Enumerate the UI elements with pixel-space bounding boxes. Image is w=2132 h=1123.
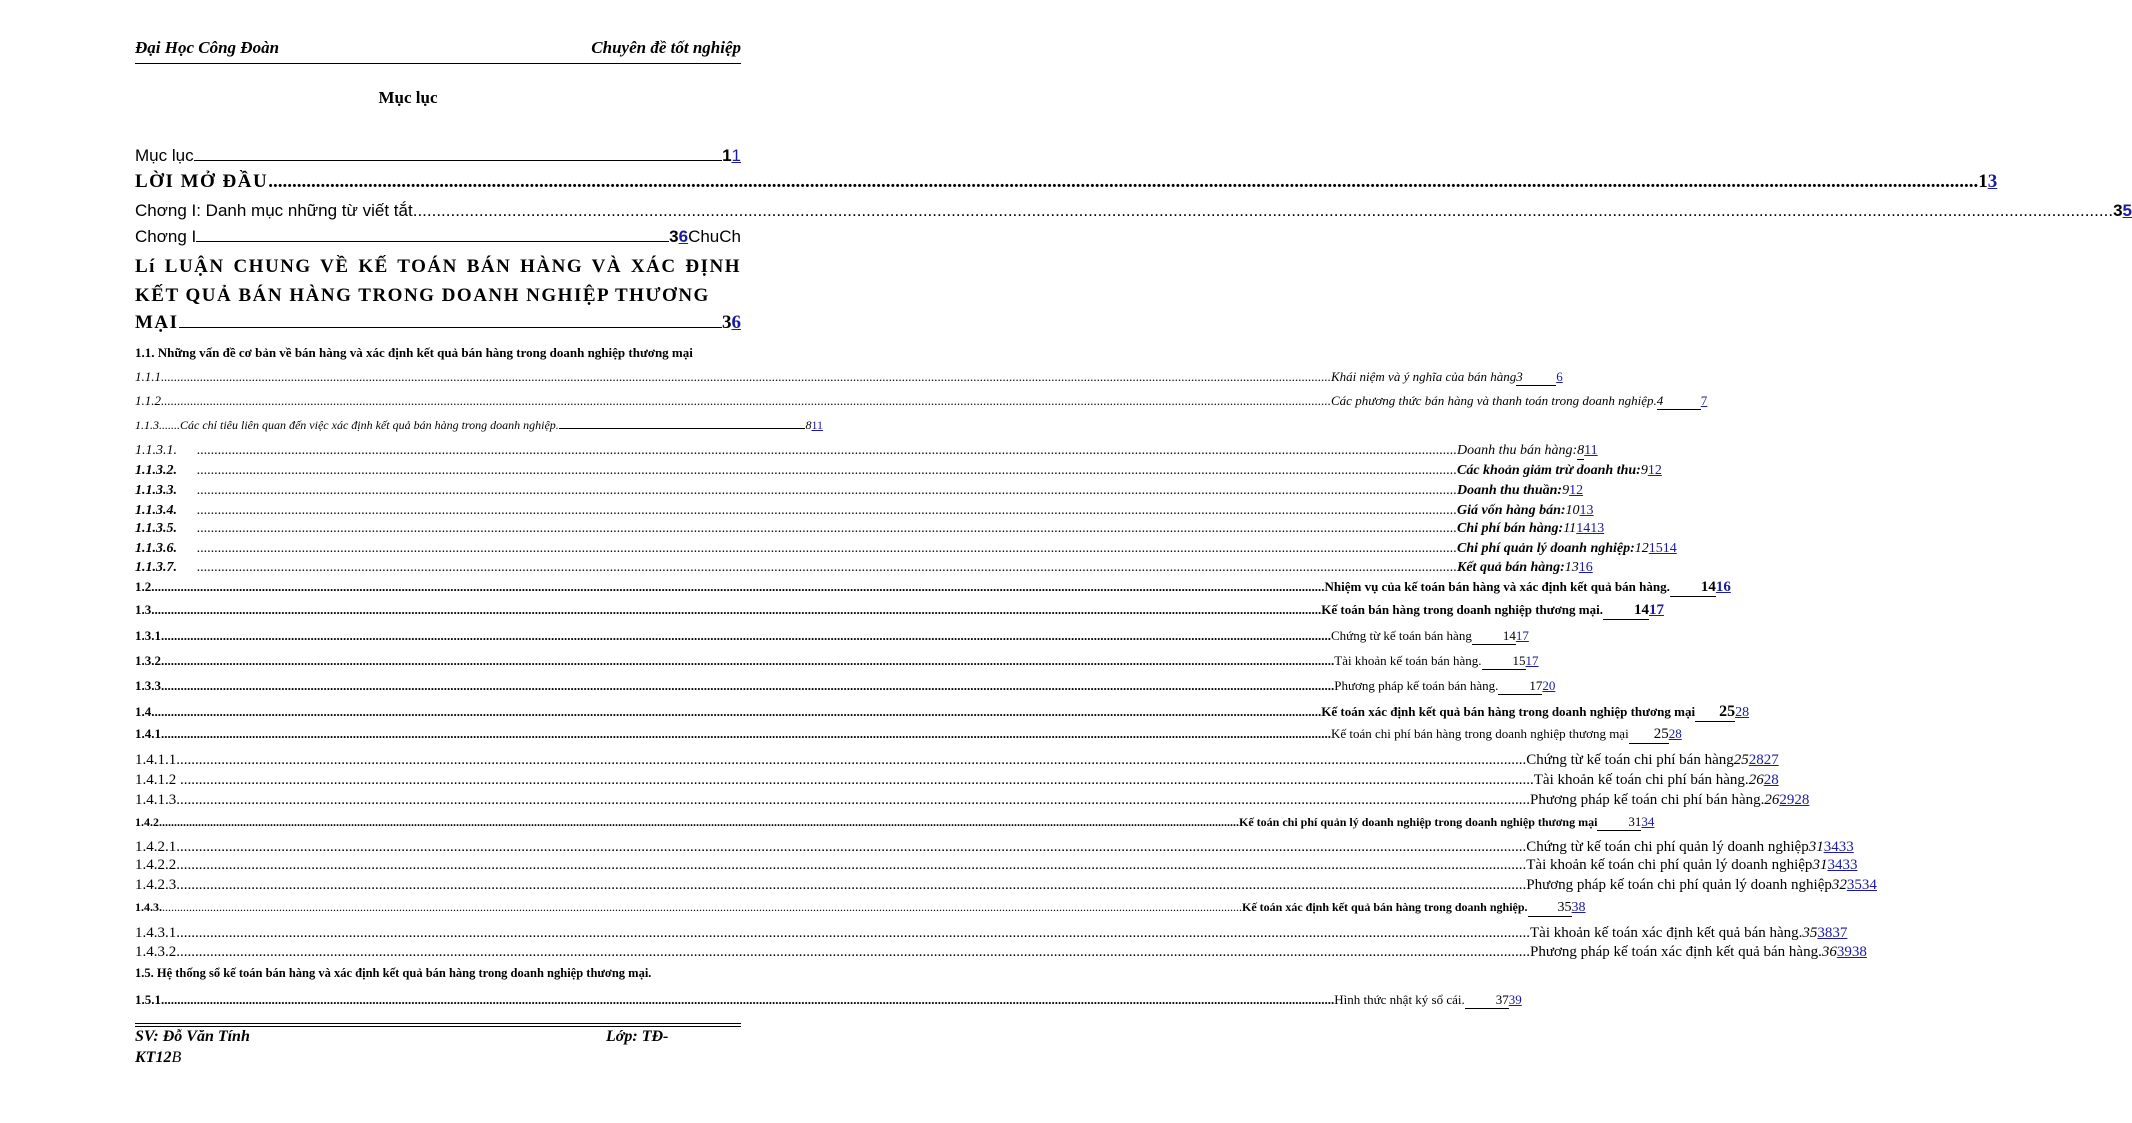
toc-leader — [151, 704, 1321, 720]
header-rule — [135, 63, 741, 64]
toc-page: 12 — [1634, 541, 1649, 556]
toc-leader — [197, 463, 1457, 479]
toc-page-link[interactable]: 3433 — [1823, 839, 1854, 855]
toc-page: 14 — [1603, 602, 1649, 620]
toc-row-1-1-3-1[interactable] — [135, 443, 1598, 460]
toc-leader — [176, 877, 1526, 894]
toc-row-1-4-3-1[interactable] — [135, 925, 1848, 942]
toc-entry-label: Mục lục — [135, 146, 194, 165]
toc-page-link[interactable]: 17 — [1515, 628, 1529, 643]
toc-row-1-1-1[interactable] — [135, 369, 1563, 386]
toc-page-link[interactable]: 1514 — [1648, 541, 1677, 556]
toc-page-link[interactable]: 2928 — [1779, 792, 1810, 808]
toc-entry-label: Chi phí bán hàng: — [1457, 521, 1564, 536]
toc-leader — [196, 241, 669, 242]
footer-rule — [135, 1023, 741, 1024]
toc-page: 37 — [1465, 992, 1509, 1009]
toc-entry-number: 1.4.2.2 — [135, 857, 177, 873]
toc-entry-number: 1.1.3.7. — [135, 560, 177, 575]
toc-entry-number: 1.4.2.1 — [135, 839, 177, 855]
toc-page: 31 — [1808, 839, 1824, 855]
toc-row-1-1-3-4[interactable] — [135, 503, 1594, 519]
toc-page: 35 — [1528, 900, 1572, 917]
header-report-type: Chuyên đề tốt nghiệp — [591, 38, 741, 57]
toc-row-muc-luc[interactable] — [135, 146, 741, 166]
toc-row-1-1-3-7[interactable] — [135, 560, 1593, 576]
toc-page: 8 — [805, 418, 812, 432]
toc-entry-label: LỜI MỞ ĐẦU — [135, 171, 269, 192]
toc-entry-number: 1.4.2.3 — [135, 877, 177, 893]
toc-row-1-4-3[interactable] — [135, 900, 1586, 917]
toc-row-1-1-3-2[interactable] — [135, 463, 1662, 479]
toc-entry-number: 1.4.1.2 . — [135, 772, 184, 788]
toc-page-link[interactable]: 6 — [731, 312, 741, 333]
toc-page: 14 — [1472, 628, 1516, 645]
toc-page-link[interactable]: 1413 — [1576, 521, 1605, 536]
toc-row-1-1[interactable] — [135, 345, 816, 361]
toc-tail-text: ChuCh — [688, 227, 741, 246]
toc-leader — [164, 992, 1334, 1008]
toc-row-1-5-1[interactable] — [135, 992, 1522, 1009]
toc-entry-label: Các khoản giảm trừ doanh thu: — [1457, 463, 1641, 478]
toc-page: 25 — [1695, 703, 1735, 722]
toc-leader — [164, 653, 1334, 669]
toc-entry-number: 1.1.1 — [135, 369, 161, 384]
toc-page: 31 — [1812, 857, 1828, 873]
footer-class-label: Lớp: TĐ- — [606, 1028, 669, 1045]
toc-page-link[interactable]: 17 — [1525, 653, 1539, 668]
toc-leader — [176, 752, 1526, 769]
footer-class — [135, 1049, 181, 1067]
toc-page-rule — [1516, 369, 1556, 386]
toc-page-link[interactable]: 12 — [1569, 483, 1584, 498]
toc-page-link[interactable]: 17 — [1648, 602, 1664, 618]
toc-entry-label: Doanh thu thuần: — [1457, 483, 1563, 498]
toc-entry-number: 1.4.1.1 — [135, 752, 177, 768]
toc-page: 14 — [1670, 579, 1716, 597]
toc-leader — [197, 541, 1457, 557]
toc-entry-number: 1.4.3.1. — [135, 925, 180, 941]
toc-leader — [151, 602, 1321, 618]
toc-page: 25 — [1629, 726, 1669, 744]
toc-page-link[interactable]: 28 — [1763, 772, 1779, 788]
toc-leader — [161, 393, 1331, 409]
toc-row-1-3-1[interactable] — [135, 628, 1529, 645]
toc-entry-number: 1.5.1. — [135, 992, 165, 1007]
toc-entry-number: 1.4.3. — [135, 900, 162, 914]
header-university: Đại Học Công Đoàn — [135, 38, 280, 57]
toc-row-1-4-2[interactable] — [135, 814, 1655, 831]
toc-row-chuong-1b[interactable] — [135, 227, 741, 247]
toc-leader — [161, 369, 1331, 385]
toc-page-rule — [1657, 393, 1701, 410]
toc-entry-number: 1.3.2. — [135, 653, 165, 668]
toc-page: 10 — [1565, 503, 1580, 518]
toc-page: 9 — [1562, 483, 1570, 498]
toc-leader — [268, 171, 1978, 193]
page-header — [135, 38, 741, 64]
toc-page-link[interactable]: 2827 — [1748, 752, 1779, 768]
toc-leader — [161, 628, 1331, 644]
toc-entry-label: Phương pháp kế toán chi phí quản lý doanh nghiệp — [1526, 877, 1832, 893]
toc-entry-label: Tài khoản kế toán xác định kết quả bán hàng. — [1530, 925, 1803, 941]
toc-entry-label: Chơng I — [135, 227, 197, 246]
toc-entry-number: 1.3.1 — [135, 628, 161, 643]
toc-entry-number: 1.1.3.4. — [135, 503, 177, 518]
toc-page-link[interactable]: 16 — [1715, 579, 1731, 595]
toc-entry-label: Chứng từ kế toán chi phí quản lý doanh nghiệp — [1526, 839, 1809, 855]
toc-row-loi-mo-dau[interactable] — [135, 171, 1998, 193]
toc-page: 9 — [1640, 463, 1648, 478]
toc-page: 4 — [1656, 393, 1664, 408]
toc-leader — [197, 521, 1457, 537]
footer-class-code: KT12 — [135, 1049, 172, 1066]
toc-page: 8 — [1577, 443, 1585, 458]
toc-page-link[interactable]: 13 — [1579, 503, 1594, 518]
toc-page: 31 — [1597, 814, 1641, 831]
toc-page-link[interactable]: 3 — [1987, 171, 1998, 192]
toc-leader — [559, 428, 806, 429]
toc-row-1-2[interactable] — [135, 579, 1731, 597]
toc-leader — [176, 857, 1526, 874]
toc-row-1-4-3-2[interactable] — [135, 944, 1867, 961]
toc-entry-number: 1.1.3.1. — [135, 443, 177, 458]
toc-page-link[interactable]: 6 — [678, 227, 689, 246]
toc-leader — [197, 503, 1457, 519]
toc-leader — [197, 443, 1457, 459]
toc-entry-label: Chứng từ kế toán bán hàng — [1331, 628, 1472, 643]
toc-page-link[interactable]: 3433 — [1827, 857, 1858, 873]
toc-page-link[interactable]: 6 — [1556, 369, 1563, 384]
toc-row-chapter-end[interactable] — [135, 312, 741, 334]
toc-entry-label: Kế toán xác định kết quả bán hàng trong doanh nghiệp thương mại — [1321, 704, 1696, 719]
toc-row-1-3[interactable] — [135, 602, 1664, 620]
toc-leader — [179, 327, 722, 328]
toc-entry-number: 1.1.3.3. — [135, 483, 177, 498]
toc-leader — [176, 839, 1526, 856]
toc-entry-label: Kế toán bán hàng trong doanh nghiệp thương mại. — [1321, 602, 1603, 617]
footer-student: SV: Đỗ Văn Tính — [135, 1028, 250, 1045]
toc-page: 3 — [722, 312, 732, 333]
toc-entry-label: Phương pháp kế toán bán hàng. — [1334, 678, 1499, 693]
toc-page: 3 — [2113, 201, 2123, 220]
toc-page: 1 — [722, 146, 732, 165]
toc-leader — [197, 483, 1457, 499]
page-title: Mục lục — [378, 88, 438, 107]
toc-entry-label: Chứng từ kế toán chi phí bán hàng — [1526, 752, 1734, 768]
toc-page-link[interactable]: 12 — [1647, 463, 1662, 478]
toc-entry-number: 1.3.3. — [135, 678, 165, 693]
toc-page: 26 — [1748, 772, 1764, 788]
toc-page: 36 — [1821, 944, 1837, 960]
toc-entry-label: Kế toán xác định kết quả bán hàng trong doanh nghiệp. — [1242, 900, 1528, 914]
toc-row-1-4-1-3[interactable] — [135, 792, 1810, 809]
toc-page-link[interactable]: 3534 — [1846, 877, 1877, 893]
toc-leader — [155, 579, 1325, 595]
toc-row-1-4-1-2[interactable] — [135, 772, 1779, 789]
footer-rule-thin — [135, 1026, 741, 1027]
toc-entry-number: 1.4.1 — [135, 726, 161, 741]
toc-row-1-1-2[interactable] — [135, 393, 1708, 410]
toc-page: 13 — [1564, 560, 1579, 575]
toc-page-link[interactable]: 28 — [1668, 726, 1682, 741]
toc-entry-label: 1.5. Hệ thống sổ kế toán bán hàng và xác định kết quả bán hàng trong doanh nghiệp thương mại. — [135, 966, 652, 980]
toc-entry-label: Tài khoản kế toán bán hàng. — [1334, 653, 1482, 668]
toc-row-1-1-3-5[interactable] — [135, 521, 1605, 537]
toc-row-1-1-3[interactable] — [135, 418, 823, 433]
toc-entry-number: 1.1.3.6. — [135, 541, 177, 556]
toc-entry-label: Chi phí quản lý doanh nghiệp: — [1457, 541, 1635, 556]
toc-entry-label: Kết quả bán hàng: — [1457, 560, 1565, 575]
toc-row-1-4-1[interactable] — [135, 726, 1682, 744]
toc-row-chuong-1a[interactable] — [135, 201, 2132, 221]
toc-entry-label: Phương pháp kế toán chi phí bán hàng. — [1530, 792, 1765, 808]
toc-entry-label: Tài khoản kế toán chi phí bán hàng. — [1533, 772, 1749, 788]
toc-entry-label: Chơng I: Danh mục những từ viết tắt — [135, 201, 413, 220]
toc-page-link[interactable]: 34 — [1641, 814, 1655, 829]
toc-entry-label: Kế toán chi phí bán hàng trong doanh nghiệp thương mại — [1331, 726, 1629, 741]
toc-page: 35 — [1802, 925, 1818, 941]
toc-row-1-3-2[interactable] — [135, 653, 1539, 670]
toc-page-link[interactable]: 1 — [731, 146, 741, 165]
toc-entry-number: 1.1.3.2. — [135, 463, 177, 478]
toc-entry-number: 1.1.3.5. — [135, 521, 177, 536]
toc-leader — [197, 560, 1457, 576]
toc-leader — [194, 160, 722, 161]
toc-entry-label: Hình thức nhật ký sổ cái. — [1334, 992, 1465, 1007]
toc-entry-label: 1.1. Những vấn đề cơ bản về bán hàng và xác định kết quả bán hàng trong doanh nghiệp thương mại — [135, 345, 693, 360]
toc-row-1-4-2-2[interactable] — [135, 857, 1858, 874]
footer-class-suffix: B — [171, 1049, 182, 1066]
toc-entry-number: 1.4.2 — [135, 815, 159, 829]
toc-entry-label: Giá vốn hàng bán: — [1457, 503, 1566, 518]
toc-page-link[interactable]: 3837 — [1817, 925, 1848, 941]
toc-page: 1 — [1978, 171, 1988, 192]
toc-row-1-4-2-3[interactable] — [135, 877, 1877, 894]
toc-entry-number: 1.4.3.2. — [135, 944, 180, 960]
toc-entry-label: Doanh thu bán hàng: — [1457, 443, 1578, 458]
toc-entry-number: 1.4 — [135, 704, 152, 719]
toc-entry-number: 1.2. — [135, 579, 155, 594]
toc-leader — [164, 678, 1334, 694]
toc-page-link[interactable]: 11 — [1584, 443, 1598, 458]
toc-page-link[interactable]: 39 — [1508, 992, 1522, 1007]
toc-leader — [184, 772, 1534, 789]
toc-leader — [180, 925, 1530, 942]
toc-leader — [413, 201, 2113, 221]
toc-page-link[interactable]: 38 — [1571, 900, 1586, 915]
toc-leader — [180, 792, 1530, 809]
toc-page-link[interactable]: 7 — [1700, 393, 1708, 408]
toc-leader — [159, 815, 1239, 830]
toc-page: 15 — [1482, 653, 1526, 670]
toc-page: 26 — [1764, 792, 1780, 808]
toc-row-1-3-3[interactable] — [135, 678, 1556, 695]
toc-row-1-4-2-1[interactable] — [135, 839, 1854, 856]
toc-page: 3 — [669, 227, 679, 246]
toc-page: 11 — [1563, 521, 1577, 536]
toc-row-1-5[interactable] — [135, 966, 816, 981]
toc-leader — [161, 726, 1331, 742]
toc-entry-label: Khái niệm và ý nghĩa của bán hàng — [1331, 369, 1517, 384]
toc-page: 25 — [1733, 752, 1749, 768]
toc-row-1-4[interactable] — [135, 703, 1750, 722]
toc-entry-number: 1.4.1.3. — [135, 792, 180, 808]
toc-entry-number: 1.1.2 — [135, 393, 161, 408]
toc-row-1-1-3-3[interactable] — [135, 483, 1584, 499]
toc-page-link[interactable]: 20 — [1542, 678, 1556, 693]
toc-entry-label: Tài khoản kế toán chi phí quản lý doanh nghiệp — [1526, 857, 1813, 873]
toc-row-1-4-1-1[interactable] — [135, 752, 1779, 769]
toc-page-link[interactable]: 3938 — [1836, 944, 1867, 960]
toc-entry-label: Các phương thức bán hàng và thanh toán trong doanh nghiệp. — [1331, 393, 1657, 408]
toc-page: 17 — [1498, 678, 1542, 695]
toc-leader — [162, 900, 1242, 915]
toc-entry-label: Phương pháp kế toán xác định kết quả bán hàng. — [1530, 944, 1822, 960]
chapter-title: Lí LUẬN CHUNG VỀ KẾ TOÁN BÁN HÀNG VÀ XÁC ĐỊNH KẾT QUẢ BÁN HÀNG TRONG DOANH NGHIỆP THƯƠNG — [135, 256, 741, 306]
toc-row-1-1-3-6[interactable] — [135, 541, 1677, 557]
toc-page-link[interactable]: 16 — [1578, 560, 1593, 575]
toc-entry-label: ......Các chỉ tiêu liên quan đến việc xác định kết quả bán hàng trong doanh nghiệp. — [162, 418, 559, 432]
toc-page: 3 — [1516, 369, 1523, 384]
toc-leader — [180, 944, 1530, 961]
toc-entry-label: Kế toán chi phí quản lý doanh nghiệp trong doanh nghiệp thương mại — [1239, 815, 1598, 829]
toc-page-link[interactable]: 11 — [811, 418, 823, 432]
toc-entry-number: 1.3 — [135, 602, 152, 617]
toc-entry-label: Nhiệm vụ của kế toán bán hàng và xác định kết quả bán hàng. — [1324, 579, 1670, 594]
toc-page-link[interactable]: 28 — [1735, 705, 1750, 720]
toc-page: 32 — [1831, 877, 1847, 893]
toc-page-link[interactable]: 5 — [2122, 201, 2132, 220]
toc-entry-number: 1.1.3. — [135, 418, 162, 432]
toc-entry-label: MẠI — [135, 312, 179, 333]
